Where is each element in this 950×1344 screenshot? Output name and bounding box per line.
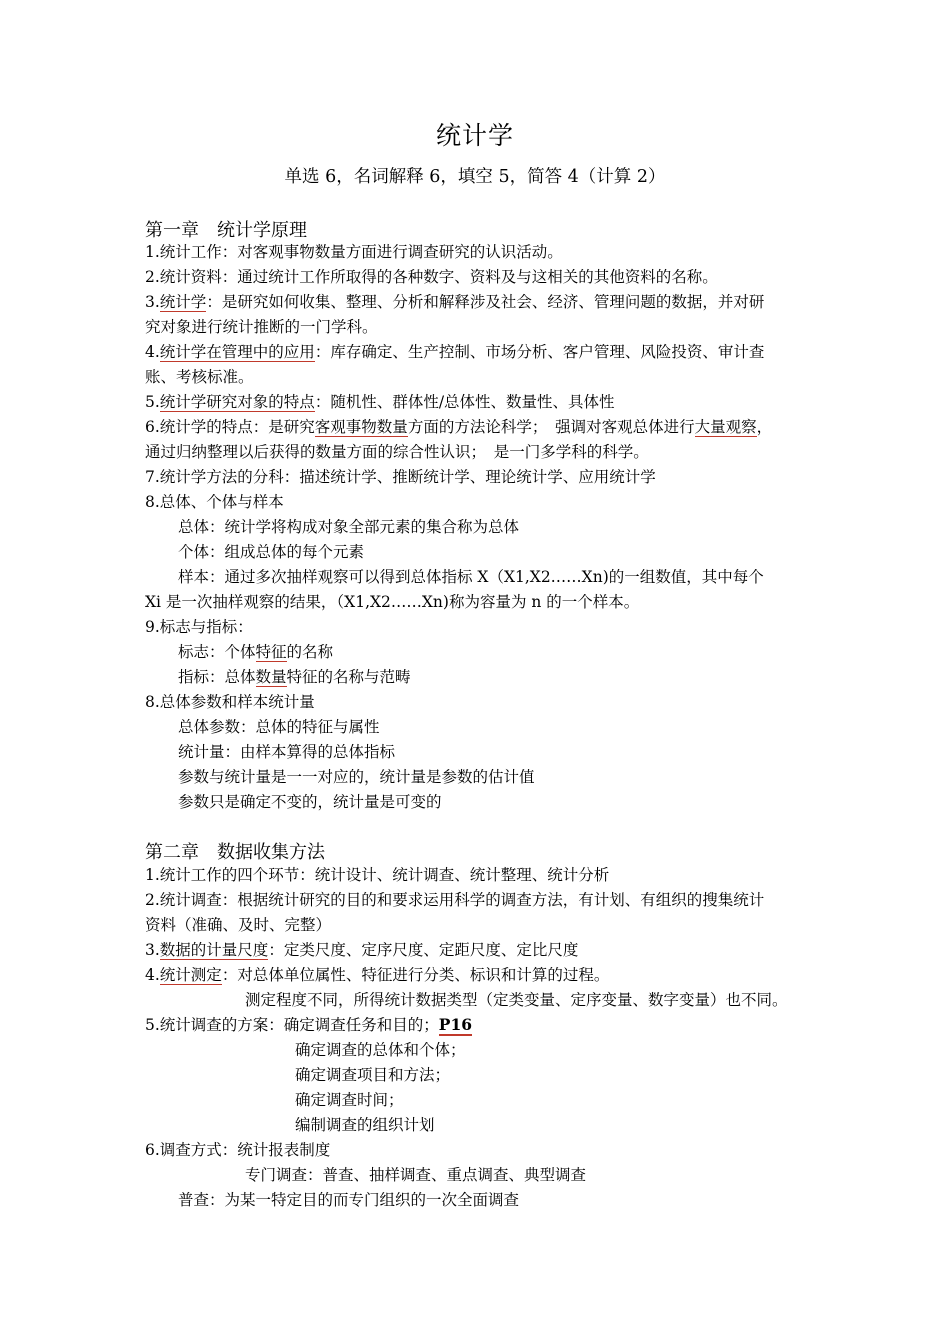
document-title: 统计学: [435, 121, 514, 150]
ch1-line-9b: 指标：总体数量特征的名称与范畴: [178, 668, 411, 686]
ch1-line-8c: 样本：通过多次抽样观察可以得到总体指标 X（X1,X2……Xn)的一组数值，其中每个: [178, 568, 764, 586]
ch1-line-9a: 标志：个体特征的名称: [178, 643, 334, 661]
ch2-line-5d: 编制调查的组织计划: [295, 1116, 435, 1134]
chapter-1-heading: 第一章 统计学原理: [145, 220, 307, 241]
ch2-line-5b: 确定调查项目和方法；: [295, 1066, 451, 1084]
ch2-line-4-cont: 测定程度不同，所得统计数据类型（定类变量、定序变量、数字变量）也不同。: [245, 991, 788, 1009]
ch1-line-4-cont: 账、考核标准。: [145, 368, 254, 386]
page-reference: P16: [438, 1015, 473, 1034]
ch1-line-8a: 总体：统计学将构成对象全部元素的集合称为总体: [178, 518, 520, 536]
ch1-line-6-cont: 通过归纳整理以后获得的数量方面的综合性认识； 是一门多学科的科学。: [145, 443, 649, 461]
ch2-line-4: 4.统计测定：对总体单位属性、特征进行分类、标识和计算的过程。: [145, 966, 610, 984]
ch2-line-5a: 确定调查的总体和个体；: [295, 1041, 466, 1059]
underlined-term: 特征: [255, 643, 287, 661]
underlined-term: 数据的计量尺度: [159, 941, 269, 959]
ch2-line-3: 3.数据的计量尺度：定类尺度、定序尺度、定距尺度、定比尺度: [145, 941, 579, 959]
ch1-line-10c: 参数与统计量是一一对应的，统计量是参数的估计值: [178, 768, 535, 786]
ch1-line-2: 2.统计资料：通过统计工作所取得的各种数字、资料及与这相关的其他资料的名称。: [145, 268, 718, 286]
ch2-line-2: 2.统计调查：根据统计研究的目的和要求运用科学的调查方法，有计划、有组织的搜集统计: [145, 891, 765, 909]
underlined-term: 统计学在管理中的应用: [159, 343, 315, 361]
ch1-line-10d: 参数只是确定不变的，统计量是可变的: [178, 793, 442, 811]
ch1-line-6: 6.统计学的特点：是研究客观事物数量方面的方法论科学； 强调对客观总体进行大量观察，: [145, 418, 773, 436]
underlined-term: 客观事物数量: [314, 418, 408, 436]
ch1-line-3: 3.统计学：是研究如何收集、整理、分析和解释涉及社会、经济、管理问题的数据，并对研: [145, 293, 765, 311]
ch1-line-5: 5.统计学研究对象的特点：随机性、群体性/总体性、数量性、具体性: [145, 393, 615, 411]
underlined-term: 统计学研究对象的特点: [159, 393, 315, 411]
ch1-line-4: 4.统计学在管理中的应用：库存确定、生产控制、市场分析、客户管理、风险投资、审计查: [145, 343, 765, 361]
ch1-line-1: 1.统计工作：对客观事物数量方面进行调查研究的认识活动。: [145, 243, 563, 261]
chapter-2-heading: 第二章 数据收集方法: [145, 842, 325, 863]
ch2-line-5c: 确定调查时间；: [295, 1091, 404, 1109]
ch1-line-10: 8.总体参数和样本统计量: [145, 693, 315, 711]
ch2-line-6: 6.调查方式：统计报表制度: [145, 1141, 331, 1159]
ch1-line-8b: 个体：组成总体的每个元素: [178, 543, 365, 561]
ch1-line-10b: 统计量：由样本算得的总体指标: [178, 743, 396, 761]
underlined-term: 统计学: [159, 293, 207, 311]
ch1-line-3-cont: 究对象进行统计推断的一门学科。: [145, 318, 378, 336]
ch1-line-8: 8.总体、个体与样本: [145, 493, 284, 511]
exam-structure-subtitle: 单选 6，名词解释 6，填空 5，简答 4（计算 2）: [284, 167, 666, 187]
ch2-line-1: 1.统计工作的四个环节：统计设计、统计调查、统计整理、统计分析: [145, 866, 610, 884]
ch1-line-10a: 总体参数：总体的特征与属性: [178, 718, 380, 736]
underlined-term: 大量观察: [694, 418, 757, 436]
ch2-line-2-cont: 资料（准确、及时、完整）: [145, 916, 332, 934]
ch2-line-5: 5.统计调查的方案：确定调查任务和目的；P16: [145, 1015, 473, 1034]
underlined-term: 数量: [255, 668, 287, 686]
ch2-line-6b: 普查：为某一特定目的而专门组织的一次全面调查: [178, 1191, 520, 1209]
ch1-line-8d: Xi 是一次抽样观察的结果，（X1,X2……Xn)称为容量为 n 的一个样本。: [145, 593, 640, 611]
underlined-term: 统计测定: [159, 966, 222, 984]
ch2-line-6a: 专门调查：普查、抽样调查、重点调查、典型调查: [245, 1166, 587, 1184]
ch1-line-7: 7.统计学方法的分科：描述统计学、推断统计学、理论统计学、应用统计学: [145, 468, 656, 486]
ch1-line-9: 9.标志与指标：: [145, 618, 253, 636]
